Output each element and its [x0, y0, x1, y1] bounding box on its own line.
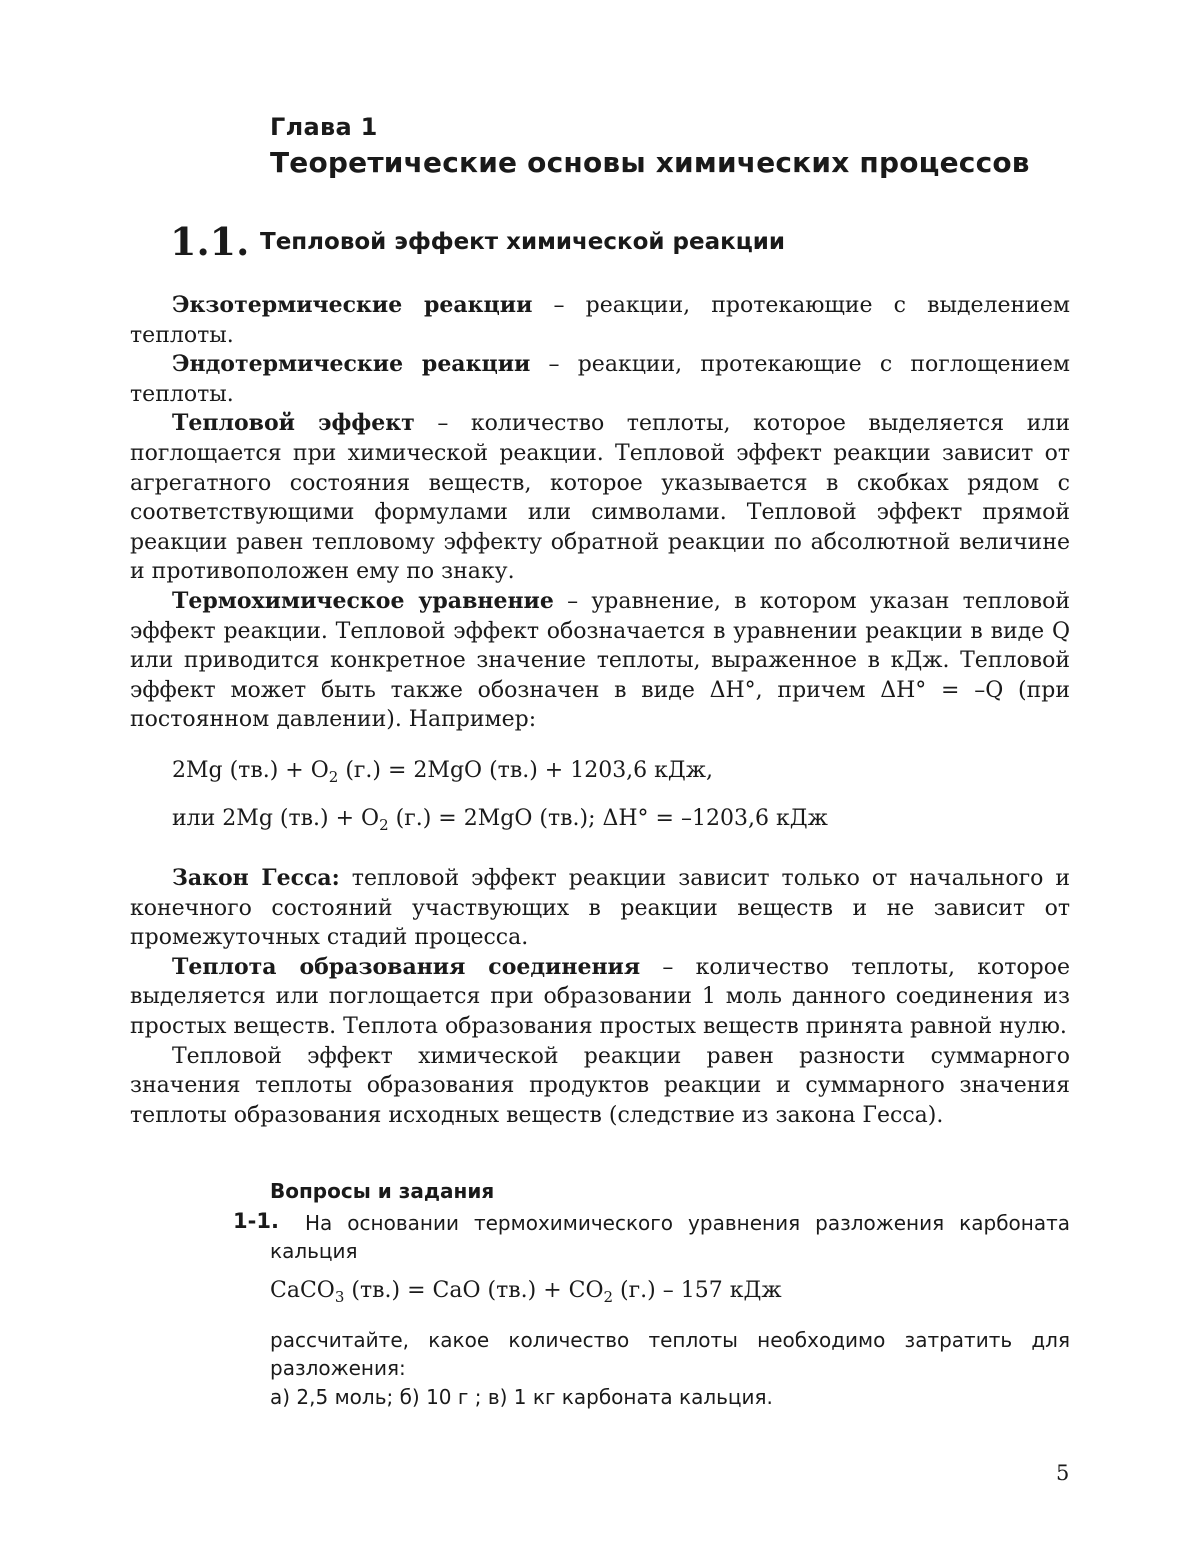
equation-part: или 2Mg (тв.) + O	[172, 806, 380, 831]
equation-subscript: 2	[328, 768, 339, 786]
task-equation	[270, 1278, 782, 1306]
paragraph-endothermic	[130, 350, 1070, 409]
equation-example-1	[172, 756, 713, 786]
definition: Тепловой эффект химической реакции равен разности суммарного значения теплоты образования продуктов реакции и суммарного значения теплоты образования исходных веществ (следствие из закона Гесса).	[130, 1043, 1070, 1128]
task-options: а) 2,5 моль; б) 10 г ; в) 1 кг карбоната кальция.	[270, 1385, 773, 1409]
chapter-label: Глава 1	[270, 113, 378, 141]
paragraph-exothermic	[130, 291, 1070, 350]
definition: – реакции, протекающие с выделением теплоты.	[130, 293, 1070, 348]
term: Эндотермические реакции	[172, 351, 531, 378]
hess-law-block	[130, 864, 1070, 1130]
chapter-title: Теоретические основы химических процессов	[270, 146, 1030, 179]
equation-subscript: 3	[334, 1288, 345, 1306]
questions-heading: Вопросы и задания	[270, 1179, 495, 1203]
equation-part: 2Mg (тв.) + O	[172, 758, 329, 783]
definition: – уравнение, в котором указан тепловой эффект реакции. Тепловой эффект обозначается в уравнении реакции в виде Q или приводится конкретное значение теплоты, выраженное в кДж. Тепловой эффект может быть также обозначен в виде ΔH°, причем ΔH° = –Q (при постоянном давлении). Например:	[130, 588, 1070, 733]
paragraph-heat-of-formation	[130, 953, 1070, 1042]
definition: – количество теплоты, которое выделяется или поглощается при химической реакции. Тепловой эффект реакции зависит от агрегатного состояния веществ, которое указывается в скобках рядом с соответствующими формулами или символами. Тепловой эффект прямой реакции равен тепловому эффекту обратной реакции по абсолютной величине и противоположен ему по знаку.	[130, 411, 1071, 585]
task-intro	[270, 1209, 1070, 1265]
equation-part: (тв.) = CaO (тв.) + CO	[344, 1278, 604, 1303]
definition: – количество теплоты, которое выделяется или поглощается при образовании 1 моль данного соединения из простых веществ. Теплота образования простых веществ принята равной нулю.	[130, 954, 1070, 1039]
equation-part: CaCO	[270, 1278, 335, 1303]
paragraph-thermochemical-equation	[130, 587, 1070, 735]
term: Экзотермические реакции	[172, 292, 533, 318]
definitions-block	[130, 291, 1070, 735]
definition: – реакции, протекающие с поглощением теплоты.	[130, 352, 1070, 407]
equation-subscript: 2	[379, 816, 389, 834]
paragraph-hess-corollary	[130, 1042, 1070, 1131]
definition: тепловой эффект реакции зависит только от начального и конечного состояний участвующих в реакции веществ и не зависит от промежуточных стадий процесса.	[130, 866, 1070, 951]
equation-part: (г.) = 2MgO (тв.); ΔH° = –1203,6 кДж	[388, 806, 828, 831]
equation-part: (г.) = 2MgO (тв.) + 1203,6 кДж,	[338, 758, 714, 783]
task-question: рассчитайте, какое количество теплоты необходимо затратить для разложения:	[270, 1328, 1070, 1380]
task-intro-text: На основании термохимического уравнения разложения карбоната кальция	[270, 1211, 1070, 1263]
task-number: 1-1.	[233, 1209, 279, 1233]
paragraph-heat-effect	[130, 409, 1070, 587]
section-title: Тепловой эффект химической реакции	[260, 229, 786, 255]
page-number: 5	[1056, 1461, 1070, 1485]
term: Тепловой эффект	[172, 410, 415, 437]
equation-subscript: 2	[603, 1288, 614, 1306]
equation-part: (г.) – 157 кДж	[613, 1278, 782, 1303]
equation-example-2	[172, 804, 828, 834]
term: Закон Гесса:	[172, 865, 340, 891]
term: Термохимическое уравнение	[172, 587, 554, 614]
paragraph-hess-law	[130, 864, 1070, 953]
term: Теплота образования соединения	[172, 953, 641, 980]
section-number: 1.1.	[170, 219, 250, 264]
